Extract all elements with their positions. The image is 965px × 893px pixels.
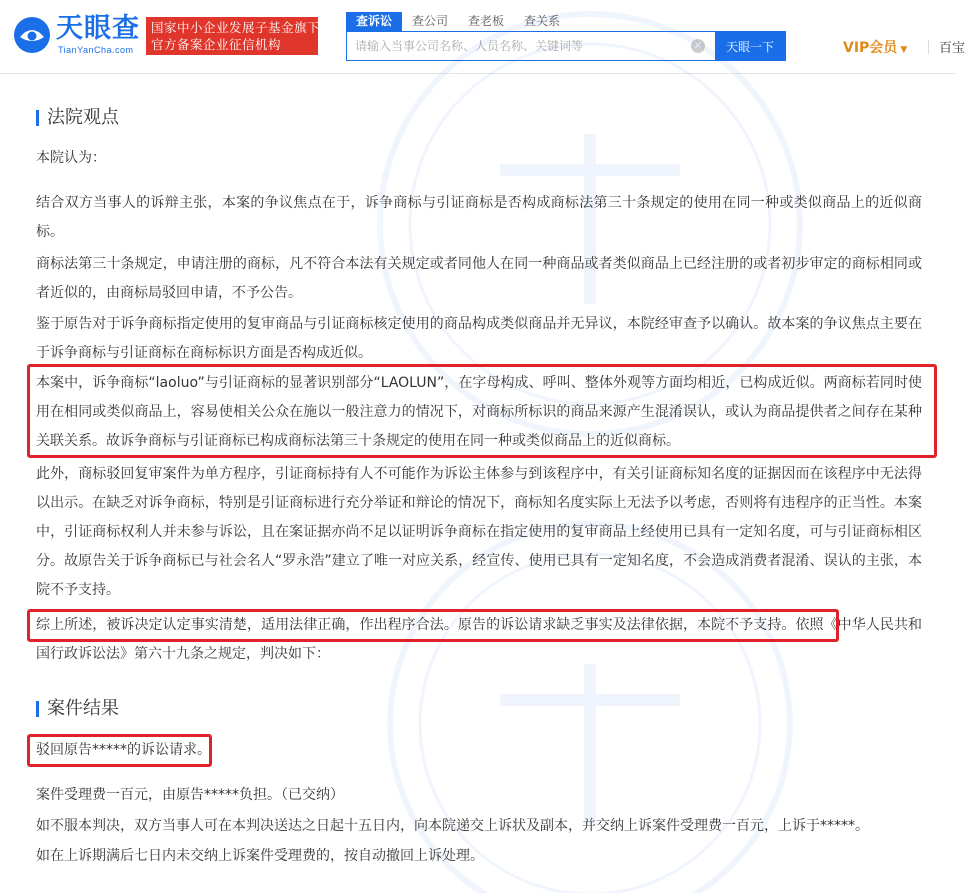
top-header (0, 0, 965, 74)
judgment-content (0, 74, 956, 893)
vip-menu[interactable] (843, 37, 907, 57)
gov-badge-line1: 国家中小企业发展子基金旗下 (151, 20, 321, 35)
search-button[interactable]: 天眼一下 (715, 32, 785, 60)
opinion-paragraph-conclusion: 综上所述，被诉决定认定事实清楚，适用法律正确，作出程序合法。原告的诉讼请求缺乏事实及法律依据，本院不予支持。依照《中华人民共和国行政诉讼法》第六十九条之规定，判决如下： (36, 617, 922, 662)
gov-badge (146, 17, 321, 55)
result-paragraph-highlighted: 驳回原告*****的诉讼请求。 (36, 742, 211, 758)
opinion-paragraph: 结合双方当事人的诉辩主张，本案的争议焦点在于，诉争商标与引证商标是否构成商标法第三十条规定的使用在同一种或类似商品上的近似商标。 (36, 195, 922, 240)
eye-logo-icon (12, 15, 52, 55)
gov-badge-line2: 官方备案企业征信机构 (151, 37, 282, 52)
result-paragraph: 如不服本判决，双方当事人可在本判决送达之日起十五日内，向本院递交上诉状及副本，并交纳上诉案件受理费一百元，上诉于*****。 (36, 818, 869, 834)
section-title-court-opinion: 法院观点 (36, 106, 119, 130)
search-input[interactable] (347, 32, 691, 60)
tab-lawsuit[interactable]: 查诉讼 (346, 12, 402, 31)
logo[interactable] (12, 13, 142, 59)
caret-down-icon: ▼ (900, 45, 908, 55)
result-paragraph: 案件受理费一百元，由原告*****负担。（已交纳） (36, 787, 344, 803)
opinion-paragraph: 本院认为： (36, 150, 106, 166)
nav-divider (928, 40, 929, 54)
clear-icon[interactable]: × (691, 39, 705, 53)
result-paragraph: 如在上诉期满后七日内未交纳上诉案件受理费的，按自动撤回上诉处理。 (36, 848, 484, 864)
logo-subtitle: TianYanCha.com (58, 45, 134, 55)
tab-company[interactable]: 查公司 (412, 14, 449, 28)
tab-boss[interactable]: 查老板 (468, 14, 505, 28)
vip-label: VIP会员 (843, 40, 898, 56)
opinion-paragraph: 商标法第三十条规定，申请注册的商标，凡不符合本法有关规定或者同他人在同一种商品或者类似商品上已经注册的或者初步审定的商标相同或者近似的，由商标局驳回申请，不予公告。 (36, 256, 922, 301)
opinion-paragraph-highlighted: 本案中，诉争商标“laoluo”与引证商标的显著识别部分“LAOLUN”，在字母构成、呼叫、整体外观等方面均相近，已构成近似。两商标若同时使用在相同或类似商品上，容易使相关公众在施以一般注意力的情况下，对商标所标识的商品来源产生混淆误认，或认为商品提供者之间存在某种关联关系。故诉争商标与引证商标已构成商标法第三十条规定的使用在同一种或类似商品上的近似商标。 (36, 375, 922, 449)
opinion-paragraph: 此外，商标驳回复审案件为单方程序，引证商标持有人不可能作为诉讼主体参与到该程序中，有关引证商标知名度的证据因而在该程序中无法得以出示。在缺乏对诉争商标，特别是引证商标进行充分举证和辩论的情况下，商标知名度实际上无法予以考虑，否则将有违程序的正当性。本案中，引证商标权利人并未参与诉讼，且在案证据亦尚不足以证明诉争商标在指定使用的复审商品上经使用已具有一定知名度，可与引证商标相区分。故原告关于诉争商标已与社会名人“罗永浩”建立了唯一对应关系，经宣传、使用已具有一定知名度，不会造成消费者混淆、误认的主张，本院不予支持。 (36, 466, 922, 598)
section-title-case-result: 案件结果 (36, 697, 119, 721)
opinion-paragraph: 鉴于原告对于诉争商标指定使用的复审商品与引证商标核定使用的商品构成类似商品并无异议，本院经审查予以确认。故本案的争议焦点主要在于诉争商标与引证商标在商标标识方面是否构成近似。 (36, 316, 922, 361)
tab-relation[interactable]: 查关系 (524, 14, 561, 28)
logo-text: 天眼查 (56, 13, 140, 44)
nav-more-link[interactable]: 百宝 (939, 41, 965, 56)
